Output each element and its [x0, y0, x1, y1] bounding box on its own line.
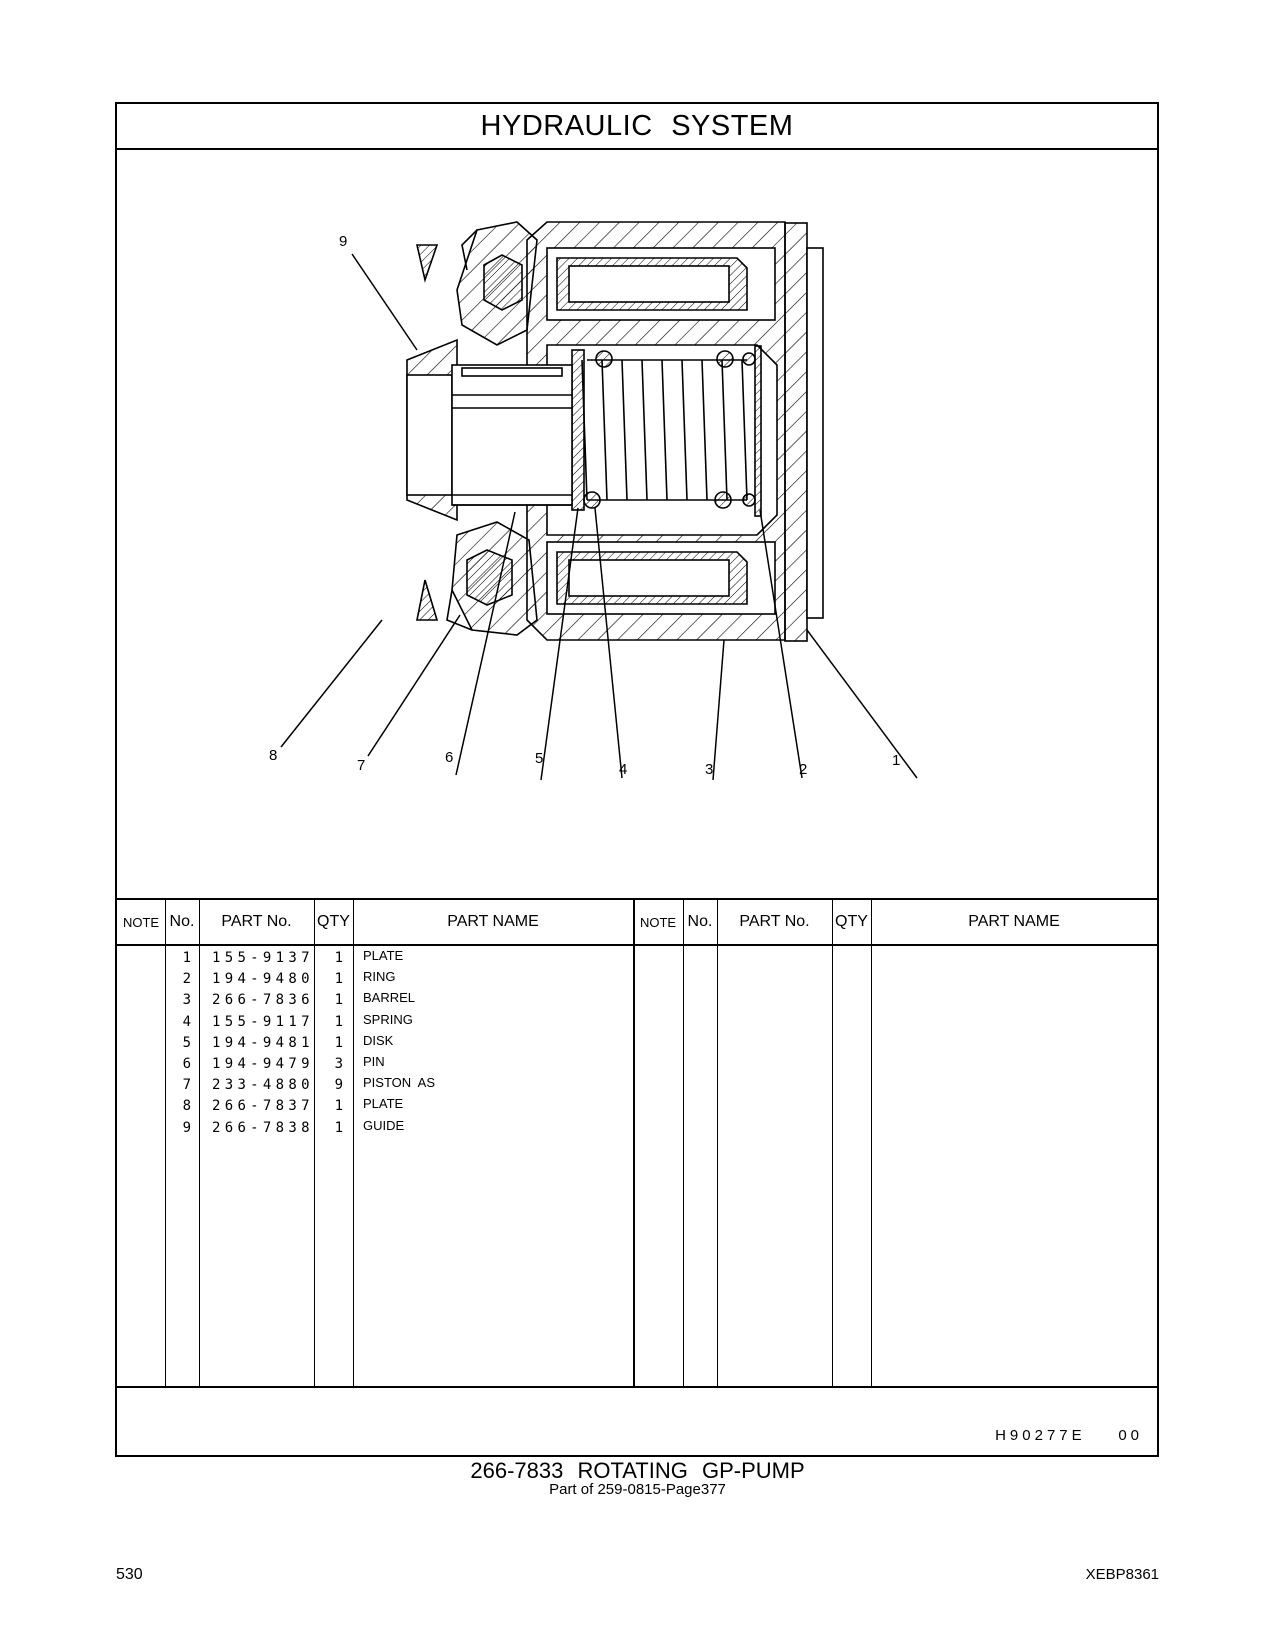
item-number: 8: [182, 1098, 191, 1115]
table-row: [117, 1098, 633, 1118]
callout-8: 8: [269, 747, 278, 764]
quantity: 1: [334, 992, 343, 1009]
header-part-name-left: PART NAME: [447, 913, 539, 930]
quantity: 1: [334, 950, 343, 966]
quantity: 3: [334, 1056, 343, 1072]
quantity: 9: [334, 1077, 343, 1094]
quantity: 1: [334, 1034, 343, 1051]
part-name: RING: [363, 969, 396, 985]
callout-7: 7: [357, 757, 366, 774]
item-number: 1: [182, 950, 191, 966]
table-row: [117, 1011, 633, 1034]
part-number: 233-4880: [212, 1077, 314, 1094]
exploded-diagram: [117, 150, 1157, 898]
part-number: 155-9117: [212, 1013, 314, 1030]
quantity: 1: [334, 971, 343, 988]
part-name: SPRING: [363, 1011, 413, 1027]
quantity: 1: [334, 1098, 343, 1115]
item-number: 7: [182, 1077, 191, 1094]
part-number: 194-9481: [212, 1034, 314, 1051]
item-number: 4: [182, 1013, 191, 1030]
header-part-no-right: PART No.: [739, 913, 810, 930]
part-name: PLATE: [363, 1096, 404, 1112]
header-qty-right: QTY: [835, 913, 868, 930]
item-number: 3: [182, 992, 191, 1009]
callout-6: 6: [445, 749, 454, 766]
table-row: [117, 971, 633, 991]
part-name: GUIDE: [363, 1117, 405, 1133]
reference-code: H90277E 00: [995, 1427, 1143, 1444]
table-row: [117, 1056, 633, 1076]
part-number: 266-7837: [212, 1098, 314, 1115]
item-number: 6: [182, 1056, 191, 1072]
parts-list-table: [117, 898, 1157, 1444]
table-row: [117, 1032, 633, 1055]
parts-sheet-frame: [115, 102, 1159, 1457]
item-number: 5: [182, 1034, 191, 1051]
header-note-left: NOTE: [122, 914, 160, 930]
table-row: [117, 950, 633, 970]
part-number: 194-9479: [212, 1056, 314, 1072]
callout-5: 5: [535, 750, 544, 767]
header-part-name-right: PART NAME: [968, 913, 1060, 930]
callout-2: 2: [799, 761, 808, 778]
callout-3: 3: [705, 761, 714, 778]
part-number: 194-9480: [212, 971, 314, 988]
page-number: 530: [116, 1566, 143, 1583]
part-name: PIN: [363, 1054, 385, 1069]
header-part-no-left: PART No.: [221, 913, 292, 930]
part-number: 266-7836: [212, 992, 314, 1009]
quantity: 1: [334, 1013, 343, 1030]
callout-9: 9: [339, 233, 348, 250]
header-no-right: No.: [687, 913, 713, 930]
header-note-right: NOTE: [639, 914, 677, 930]
part-name: DISK: [363, 1032, 394, 1048]
callout-1: 1: [892, 752, 901, 769]
header-qty-left: QTY: [317, 913, 350, 930]
item-number: 9: [182, 1119, 191, 1136]
part-number: 155-9137: [212, 950, 314, 966]
part-name: PISTON AS: [363, 1075, 436, 1091]
quantity: 1: [334, 1119, 343, 1136]
section-title: HYDRAULIC SYSTEM: [117, 104, 1157, 150]
table-row: [117, 1077, 633, 1097]
assembly-subtitle: Part of 259-0815-Page377: [549, 1481, 726, 1498]
header-no-left: No.: [169, 913, 195, 930]
item-number: 2: [182, 971, 191, 988]
part-name: BARREL: [363, 990, 416, 1006]
table-row: [117, 992, 633, 1012]
part-number: 266-7838: [212, 1119, 314, 1136]
document-code: XEBP8361: [1085, 1566, 1159, 1583]
callout-4: 4: [619, 761, 628, 778]
assembly-title: 266-7833 ROTATING GP-PUMP: [470, 1458, 805, 1483]
table-row: [117, 1117, 633, 1140]
pump-cross-section-drawing: [117, 150, 1157, 898]
part-name: PLATE: [363, 948, 404, 963]
